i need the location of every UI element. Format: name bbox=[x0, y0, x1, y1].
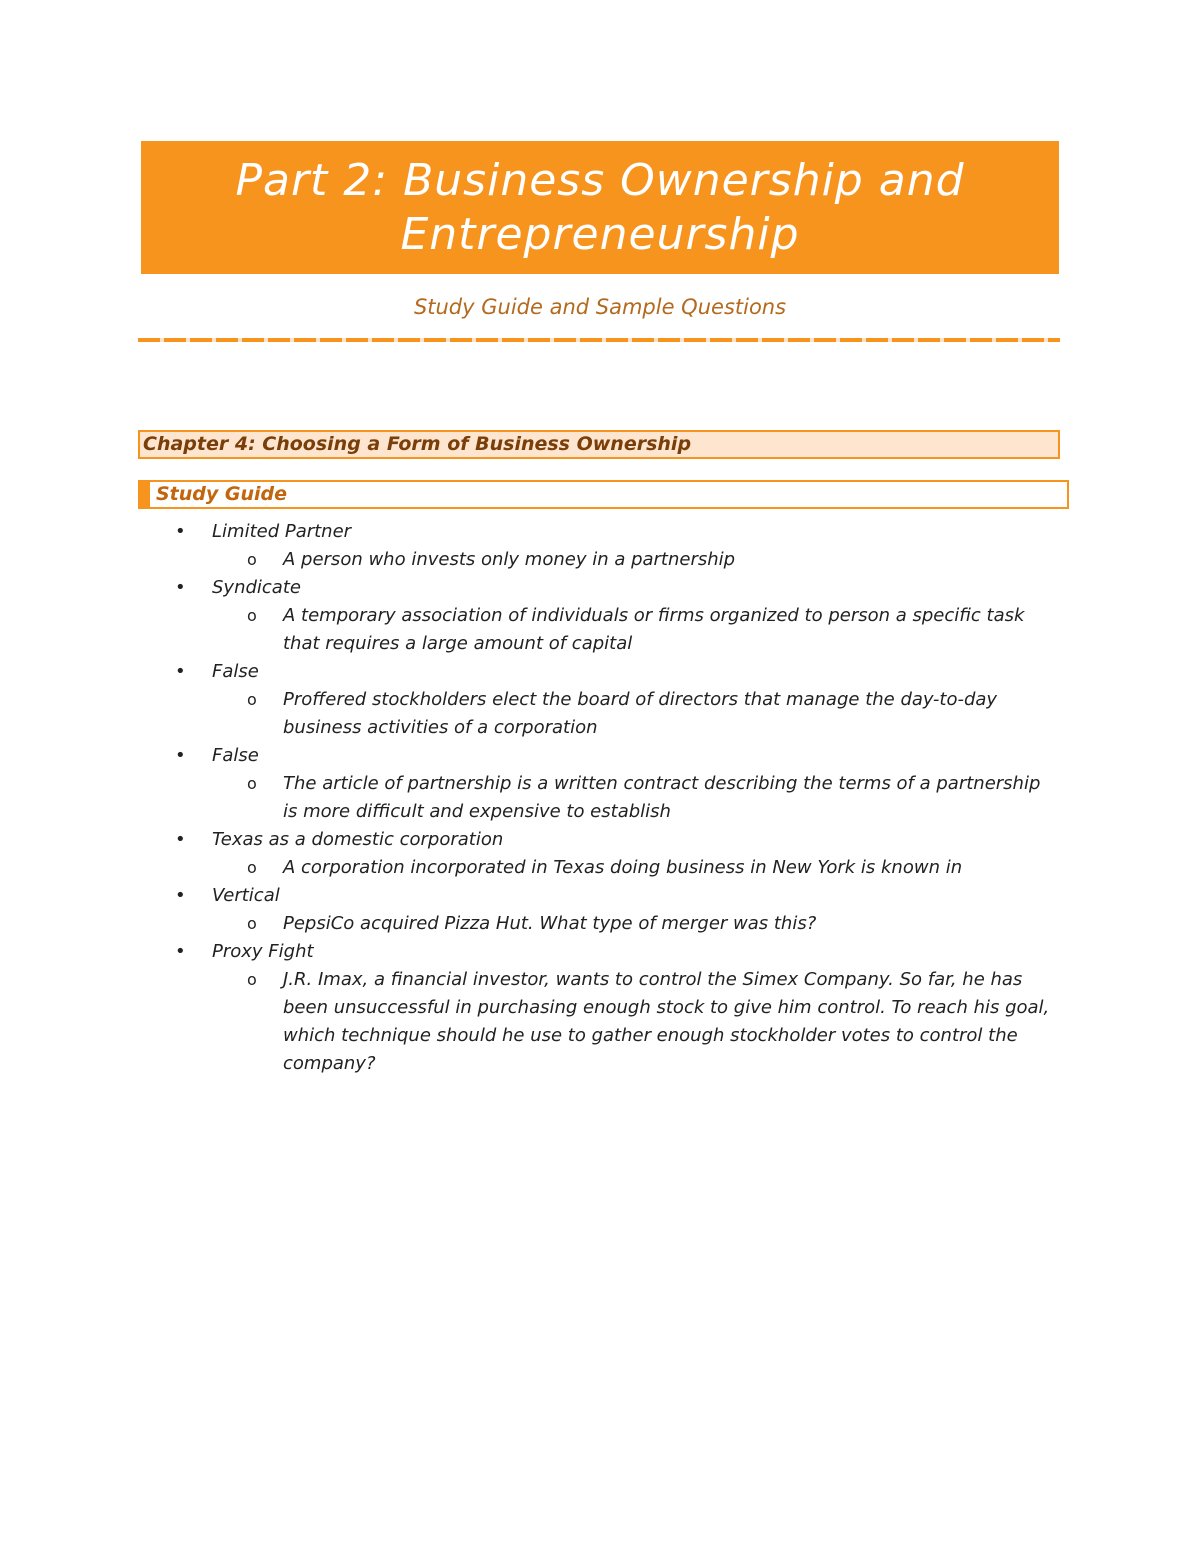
circle-bullet-icon: o bbox=[247, 774, 257, 793]
page-title-line-1: Part 2: Business Ownership and bbox=[235, 154, 965, 206]
page-title bbox=[235, 154, 964, 262]
study-guide-term: Limited Partner bbox=[212, 521, 352, 542]
study-guide-heading: Study Guide bbox=[156, 483, 288, 505]
study-guide-term: False bbox=[212, 661, 259, 682]
study-guide-item bbox=[0, 882, 1200, 938]
circle-bullet-icon: o bbox=[247, 606, 257, 625]
bullet-icon: • bbox=[175, 829, 186, 850]
study-guide-item bbox=[0, 742, 1200, 826]
bullet-icon: • bbox=[175, 745, 186, 766]
study-guide-item bbox=[0, 826, 1200, 882]
study-guide-detail: Proffered stockholders elect the board of directors that manage the day-to-day business activities of a corporation bbox=[283, 689, 998, 738]
study-guide-detail-row bbox=[0, 602, 1200, 658]
bullet-icon: • bbox=[175, 661, 186, 682]
study-guide-item bbox=[0, 938, 1200, 1078]
study-guide-detail: The article of partnership is a written contract describing the terms of a partnership is more difficult and expensive to establish bbox=[283, 773, 1041, 822]
page-title-line-2: Entrepreneurship bbox=[400, 208, 800, 260]
chapter-title: Chapter 4: Choosing a Form of Business Ownership bbox=[143, 433, 692, 455]
study-guide-item bbox=[0, 658, 1200, 742]
study-guide-item bbox=[0, 574, 1200, 658]
study-guide-term: Proxy Fight bbox=[212, 941, 314, 962]
study-guide-term: False bbox=[212, 745, 259, 766]
dashed-divider bbox=[138, 338, 1060, 342]
circle-bullet-icon: o bbox=[247, 690, 257, 709]
bullet-icon: • bbox=[175, 885, 186, 906]
circle-bullet-icon: o bbox=[247, 970, 257, 989]
study-guide-detail-row bbox=[0, 546, 1200, 574]
study-guide-detail: J.R. Imax, a financial investor, wants to control the Simex Company. So far, he has been unsuccessful in purchasing enough stock to give him control. To reach his goal, which technique should he use to gather enough stockholder votes to control the company? bbox=[283, 969, 1050, 1074]
study-guide-detail: A corporation incorporated in Texas doing business in New York is known in bbox=[283, 857, 963, 878]
study-guide-detail-row bbox=[0, 910, 1200, 938]
study-guide-detail: A person who invests only money in a partnership bbox=[283, 549, 736, 570]
title-banner bbox=[141, 141, 1059, 274]
bullet-icon: • bbox=[175, 941, 186, 962]
study-guide-term: Syndicate bbox=[212, 577, 301, 598]
study-guide-detail: PepsiCo acquired Pizza Hut. What type of merger was this? bbox=[283, 913, 817, 934]
study-guide-list bbox=[0, 518, 1200, 1078]
study-guide-term: Vertical bbox=[212, 885, 280, 906]
study-guide-detail-row bbox=[0, 686, 1200, 742]
study-guide-heading-box bbox=[138, 480, 1069, 509]
study-guide-detail-row bbox=[0, 770, 1200, 826]
study-guide-detail-row bbox=[0, 854, 1200, 882]
study-guide-item bbox=[0, 518, 1200, 574]
circle-bullet-icon: o bbox=[247, 550, 257, 569]
chapter-heading-box bbox=[138, 430, 1060, 459]
circle-bullet-icon: o bbox=[247, 858, 257, 877]
study-guide-detail: A temporary association of individuals or firms organized to person a specific task that requires a large amount of capital bbox=[283, 605, 1025, 654]
circle-bullet-icon: o bbox=[247, 914, 257, 933]
bullet-icon: • bbox=[175, 521, 186, 542]
page-subtitle: Study Guide and Sample Questions bbox=[413, 295, 787, 319]
study-guide-term: Texas as a domestic corporation bbox=[212, 829, 504, 850]
bullet-icon: • bbox=[175, 577, 186, 598]
study-guide-detail-row bbox=[0, 966, 1200, 1078]
